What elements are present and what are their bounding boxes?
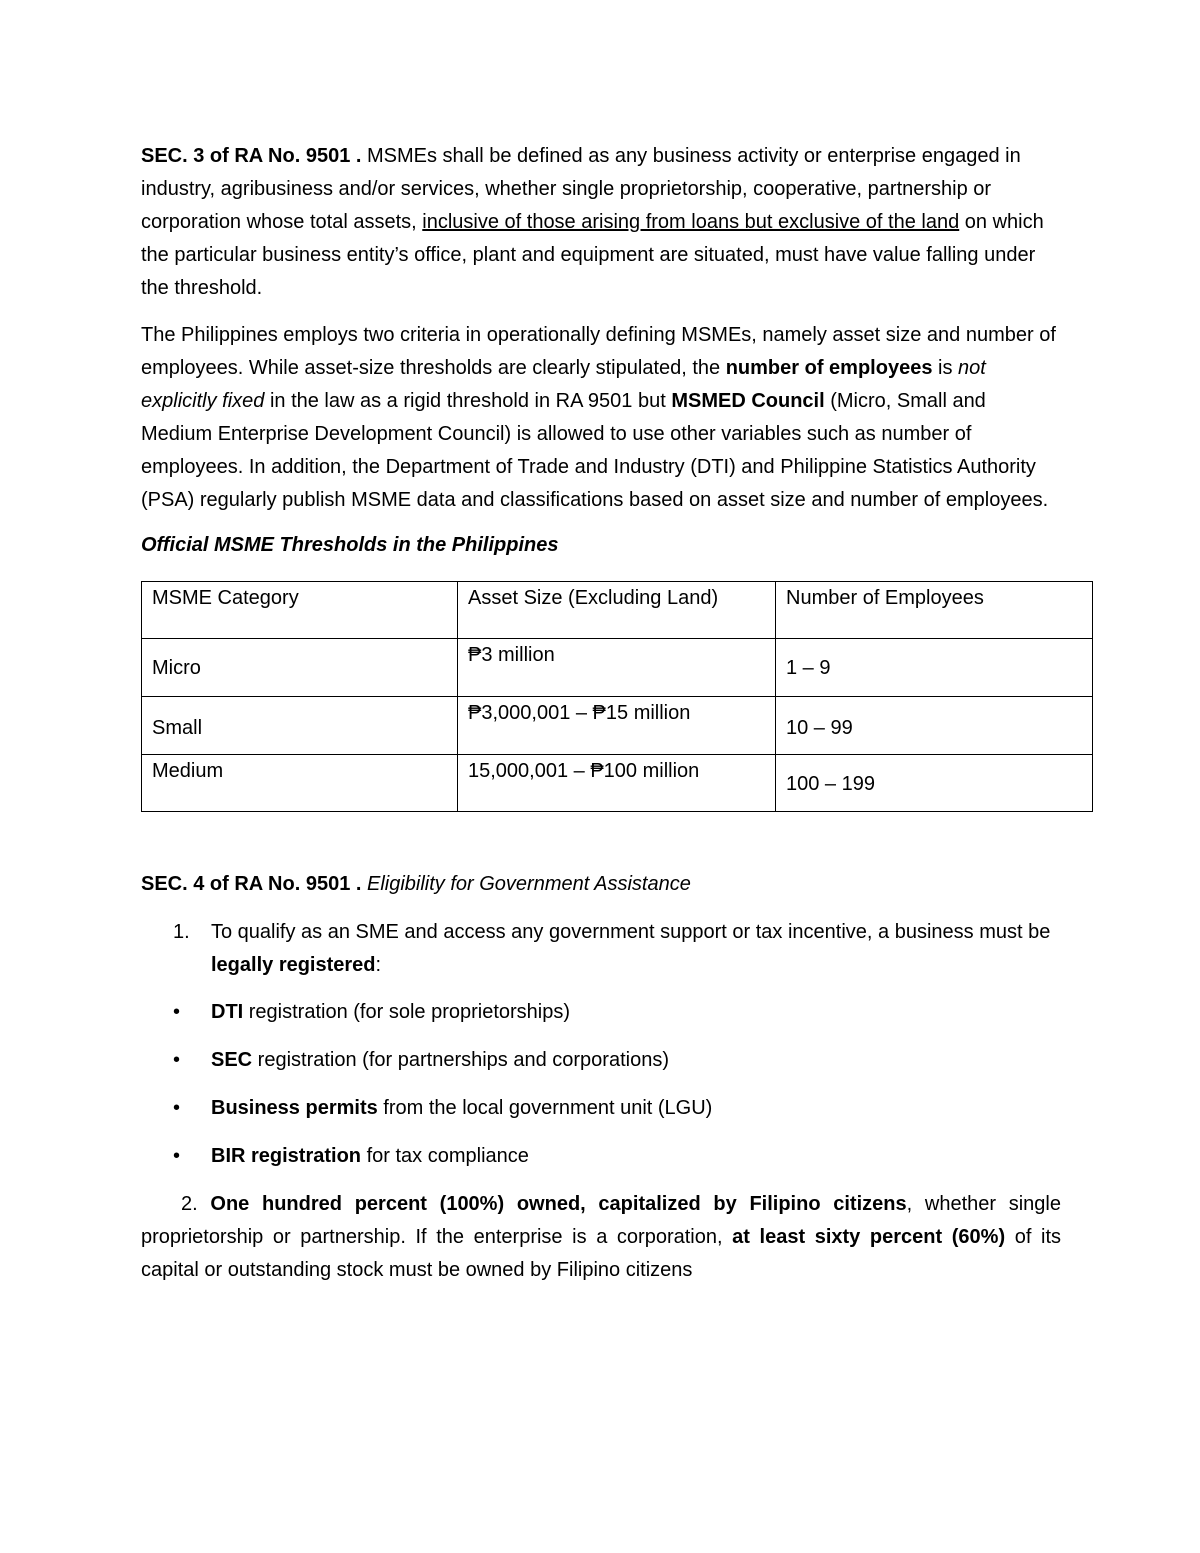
numbered-list [141, 916, 1061, 982]
list-item: • BIR registration for tax compliance [211, 1140, 1061, 1173]
bullet-icon: • [173, 1001, 181, 1023]
bullet-icon: • [173, 1049, 181, 1071]
msme-thresholds-table [141, 581, 1093, 812]
list-item: • DTI registration (for sole proprietorships) [211, 996, 1061, 1029]
header-cell: Asset Size (Excluding Land) [458, 582, 776, 639]
list-item: • SEC registration (for partnerships and corporations) [211, 1044, 1061, 1077]
sec4-heading: SEC. 4 of RA No. 9501 . [141, 873, 362, 895]
table-cell: 10 – 99 [776, 697, 1093, 755]
bullet-icon: • [173, 1145, 181, 1167]
table-cell: Small [142, 697, 458, 755]
ownership-paragraph: 2. One hundred percent (100%) owned, capitalized by Filipino citizens, whether single proprietorship or partnership. If the enterprise is a corporation, at least sixty percent (60%) of its capital or outstanding stock must be owned by Filipino citizens [141, 1193, 1061, 1281]
table-cell: ₱3 million [458, 639, 776, 697]
list-item: • Business permits from the local government unit (LGU) [211, 1092, 1061, 1125]
table-caption: Official MSME Thresholds in the Philippines [141, 534, 559, 556]
bullet-icon: • [173, 1097, 181, 1119]
list-item: 1. To qualify as an SME and access any government support or tax incentive, a business must be legally registered: [173, 921, 1051, 976]
table-cell: ₱3,000,001 – ₱15 million [458, 697, 776, 755]
table-row [142, 697, 1093, 755]
sec4-heading-line [141, 868, 1061, 901]
registration-bullet-list [141, 996, 1061, 1173]
header-cell: Number of Employees [776, 582, 1093, 639]
table-cell: 15,000,001 – ₱100 million [458, 755, 776, 812]
table-cell: Medium [142, 755, 458, 812]
header-cell: MSME Category [142, 582, 458, 639]
underlined-clause: inclusive of those arising from loans but exclusive of the land [422, 211, 960, 233]
sec3-paragraph: SEC. 3 of RA No. 9501 . MSMEs shall be defined as any business activity or enterprise engaged in industry, agribusiness and/or services, whether single proprietorship, cooperative, partnership or corporation whose total assets, inclusive of those arising from loans but exclusive of the land on which the particular business entity’s office, plant and equipment are situated, must have value falling under the threshold. [141, 145, 1044, 299]
table-cell: Micro [142, 639, 458, 697]
document-page [141, 140, 1061, 1287]
table-cell: 100 – 199 [776, 755, 1093, 812]
table-cell: 1 – 9 [776, 639, 1093, 697]
table-row [142, 755, 1093, 812]
criteria-paragraph: The Philippines employs two criteria in operationally defining MSMEs, namely asset size and number of employees. While asset-size thresholds are clearly stipulated, the number of employees is not explicitly fixed in the law as a rigid threshold in RA 9501 but MSMED Council (Micro, Small and Medium Enterprise Development Council) is allowed to use other variables such as number of employees. In addition, the Department of Trade and Industry (DTI) and Philippine Statistics Authority (PSA) regularly publish MSME data and classifications based on asset size and number of employees. [141, 324, 1056, 511]
table-header-row [142, 582, 1093, 639]
sec4-subtitle: Eligibility for Government Assistance [361, 873, 691, 895]
sec3-heading: SEC. 3 of RA No. 9501 . [141, 145, 362, 167]
table-row [142, 639, 1093, 697]
